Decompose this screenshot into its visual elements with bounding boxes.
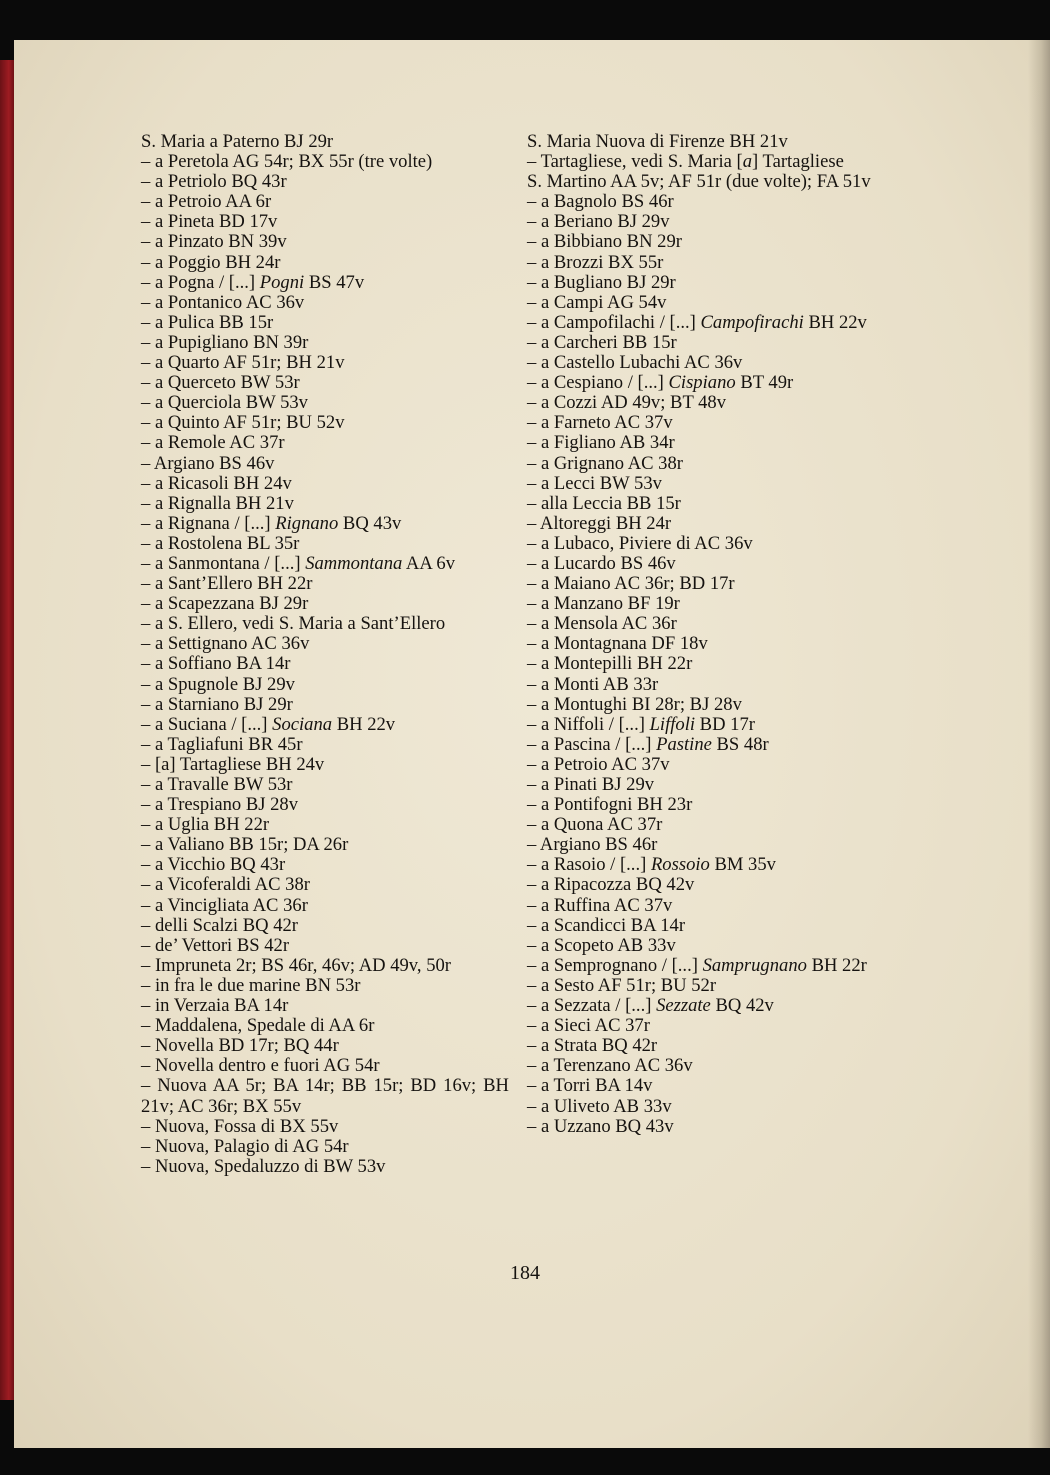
entry-text: – a Quinto AF 51r; BU 52v (141, 412, 345, 434)
index-entry (141, 333, 509, 353)
index-entry (141, 313, 509, 333)
index-entry (527, 1076, 895, 1096)
entry-text: – a Torri BA 14v (527, 1075, 653, 1097)
entry-text: – a Petroio AC 37v (527, 753, 670, 775)
entry-reference: ] Tartagliese (752, 151, 844, 173)
entry-text: – a Lubaco, Piviere di AC 36v (527, 532, 753, 554)
index-entry (141, 1076, 509, 1116)
entry-text: – a Montughi BI 28r; BJ 28v (527, 693, 742, 715)
entry-reference: BQ 43v (338, 512, 402, 534)
index-entry (141, 192, 509, 212)
entry-text: – a Pulica BB 15r (141, 311, 274, 333)
index-entry (527, 494, 895, 514)
entry-text: – a Vicoferaldi AC 38r (141, 874, 310, 896)
entry-text: – a Scapezzana BJ 29r (141, 593, 309, 615)
index-entry (527, 474, 895, 494)
entry-text: – a Spugnole BJ 29v (141, 673, 295, 695)
entry-text: – a Quona AC 37r (527, 814, 663, 836)
entry-text: – a Castello Lubachi AC 36v (527, 352, 743, 374)
entry-text: – a Brozzi BX 55r (527, 251, 664, 273)
entry-text: – a Scandicci BA 14r (527, 914, 686, 936)
entry-reference: BQ 42v (710, 995, 774, 1017)
entry-text: – a Campofilachi / [...] (527, 311, 701, 333)
entry-text: – a Sezzata / [...] (527, 995, 657, 1017)
entry-variant-form: Campofirachi (700, 311, 804, 333)
entry-reference: BD 17r (695, 713, 755, 735)
index-entry (141, 514, 509, 534)
index-entry (527, 855, 895, 875)
index-entry (527, 835, 895, 855)
index-entry (141, 474, 509, 494)
entry-reference: BH 22r (806, 954, 867, 976)
entry-text: – Maddalena, Spedale di AA 6r (141, 1015, 375, 1037)
entry-variant-form: Cispiano (668, 372, 736, 394)
page-number: 184 (510, 1262, 540, 1284)
index-entry (527, 433, 895, 453)
entry-variant-form: Rignano (275, 512, 339, 534)
index-entry (141, 293, 509, 313)
entry-text: – a Rignalla BH 21v (141, 492, 294, 514)
index-entry (527, 594, 895, 614)
index-entry (141, 253, 509, 273)
index-entry (527, 976, 895, 996)
index-entry (527, 1036, 895, 1056)
index-entry (527, 313, 895, 333)
index-entry (141, 534, 509, 554)
index-entry (141, 172, 509, 192)
entry-text: – a Terenzano AC 36v (527, 1055, 693, 1077)
entry-text: – a Ruffina AC 37v (527, 894, 673, 916)
entry-reference: BH 22v (803, 311, 867, 333)
entry-text: – a Quarto AF 51r; BH 21v (141, 352, 345, 374)
index-entry (527, 172, 895, 192)
entry-text: – a Beriano BJ 29v (527, 211, 670, 233)
index-entry (141, 1036, 509, 1056)
index-entry (141, 1137, 509, 1157)
index-entry (527, 735, 895, 755)
entry-text: – a Trespiano BJ 28v (141, 794, 299, 816)
entry-text: – a Bibbiano BN 29r (527, 231, 682, 253)
index-entry (527, 333, 895, 353)
entry-text: – a Pogna / [...] (141, 271, 260, 293)
entry-text: – a Figliano AB 34r (527, 432, 675, 454)
entry-text: – a Ricasoli BH 24v (141, 472, 292, 494)
index-entry (527, 956, 895, 976)
index-entry (141, 855, 509, 875)
entry-text: – a Monti AB 33r (527, 673, 659, 695)
index-entry (141, 232, 509, 252)
index-entry (141, 875, 509, 895)
entry-text: – a Sesto AF 51r; BU 52r (527, 974, 717, 996)
entry-text: – a Mensola AC 36r (527, 613, 677, 635)
entry-text: – a Rignana / [...] (141, 512, 276, 534)
entry-variant-form: Pastine (656, 733, 712, 755)
index-entry (141, 896, 509, 916)
index-entry (141, 1117, 509, 1137)
index-entry (141, 675, 509, 695)
index-entry (141, 695, 509, 715)
entry-text: – a Petroio AA 6r (141, 191, 272, 213)
entry-text: – a Remole AC 37r (141, 432, 285, 454)
index-entry (141, 353, 509, 373)
index-entry (527, 695, 895, 715)
entry-text: – a Pinati BJ 29v (527, 774, 655, 795)
entry-text: S. Maria Nuova di Firenze BH 21v (527, 131, 788, 152)
index-entry (527, 413, 895, 433)
index-entry (141, 574, 509, 594)
entry-reference: BS 47v (304, 271, 365, 293)
index-entry (527, 534, 895, 554)
entry-text: – in Verzaia BA 14r (141, 995, 289, 1017)
index-entry (527, 152, 895, 172)
index-entry (141, 775, 509, 795)
index-entry (527, 253, 895, 273)
entry-variant-form: Sociana (272, 713, 333, 735)
entry-text: – a Semprognano / [...] (527, 954, 703, 976)
entry-variant-form: Samprugnano (702, 954, 807, 976)
index-entry (527, 634, 895, 654)
index-entry (527, 936, 895, 956)
index-entry (141, 795, 509, 815)
entry-text: – Nuova, Fossa di BX 55v (141, 1115, 339, 1137)
entry-text: – a Pascina / [...] (527, 733, 657, 755)
index-entry (527, 454, 895, 474)
entry-text: – a Sanmontana / [...] (141, 552, 306, 574)
entry-text: – a Vincigliata AC 36r (141, 894, 308, 916)
entry-text: – a Montepilli BH 22r (527, 653, 693, 675)
index-entry (527, 815, 895, 835)
index-entry (527, 675, 895, 695)
entry-text: – a Grignano AC 38r (527, 452, 683, 474)
entry-text: – a Campi AG 54v (527, 291, 667, 313)
index-entry (527, 896, 895, 916)
entry-text: – a Bugliano BJ 29r (527, 271, 676, 293)
index-entry (527, 554, 895, 574)
entry-text: – a Starniano BJ 29r (141, 693, 293, 715)
index-entry (141, 152, 509, 172)
index-entry (141, 755, 509, 775)
entry-text: – a Pinzato BN 39v (141, 231, 287, 253)
entry-text: – Impruneta 2r; BS 46r, 46v; AD 49v, 50r (141, 954, 451, 976)
entry-text: – a Cozzi AD 49v; BT 48v (527, 392, 727, 414)
index-entry (141, 594, 509, 614)
entry-text: – [a] Tartagliese BH 24v (141, 753, 325, 775)
entry-text: – a Pontanico AC 36v (141, 291, 305, 313)
entry-text: – a Travalle BW 53r (141, 774, 293, 795)
entry-text: – a Bagnolo BS 46r (527, 191, 674, 213)
index-entry (527, 373, 895, 393)
entry-reference: BH 22v (332, 713, 396, 735)
entry-text: – a Scopeto AB 33v (527, 934, 676, 956)
entry-text: – Nuova, Spedaluzzo di BW 53v (141, 1155, 386, 1177)
entry-text: – a Uzzano BQ 43v (527, 1115, 674, 1137)
index-entry (141, 735, 509, 755)
index-entry (527, 353, 895, 373)
index-entry (141, 273, 509, 293)
entry-text: – a Settignano AC 36v (141, 633, 310, 655)
entry-text: – Novella BD 17r; BQ 44r (141, 1035, 339, 1057)
entry-text: – in fra le due marine BN 53r (141, 974, 361, 996)
entry-text: – a Niffoli / [...] (527, 713, 650, 735)
entry-text: – a Querceto BW 53r (141, 372, 300, 394)
entry-text: – Argiano BS 46r (527, 834, 658, 856)
index-entry (527, 715, 895, 735)
index-entry (141, 454, 509, 474)
entry-text: – a Maiano AC 36r; BD 17r (527, 573, 735, 595)
entry-text: – a Farneto AC 37v (527, 412, 673, 434)
index-entry (141, 715, 509, 735)
entry-text: – a Valiano BB 15r; DA 26r (141, 834, 349, 856)
index-entry (527, 875, 895, 895)
index-entry (141, 494, 509, 514)
entry-text: – a Suciana / [...] (141, 713, 273, 735)
index-entry (527, 514, 895, 534)
index-entry (141, 433, 509, 453)
index-entry (527, 212, 895, 232)
entry-text: – Altoreggi BH 24r (527, 512, 672, 534)
index-entry (527, 996, 895, 1016)
entry-text: – a Pupigliano BN 39r (141, 331, 309, 353)
index-entry (141, 654, 509, 674)
entry-text: – a Manzano BF 19r (527, 593, 680, 615)
entry-text: – Novella dentro e fuori AG 54r (141, 1055, 380, 1077)
entry-text: – a Lucardo BS 46v (527, 552, 676, 574)
entry-text: – Argiano BS 46v (141, 452, 275, 474)
entry-text: – a Petriolo BQ 43r (141, 171, 287, 193)
index-entry (141, 373, 509, 393)
index-entry (141, 916, 509, 936)
index-entry (141, 815, 509, 835)
entry-text: – Nuova, Palagio di AG 54r (141, 1135, 349, 1157)
entry-text: – Nuova AA 5r; BA 14r; BB 15r; BD 16v; BH 21v; AC 36r; BX 55v (141, 1075, 509, 1117)
entry-reference: BS 48r (711, 733, 769, 755)
index-entry (527, 775, 895, 795)
entry-text: – a Rostolena BL 35r (141, 532, 300, 554)
index-entry (141, 1056, 509, 1076)
entry-text: – a Soffiano BA 14r (141, 653, 291, 675)
entry-text: – a Ripacozza BQ 42v (527, 874, 695, 896)
entry-text: – a Lecci BW 53v (527, 472, 662, 494)
index-entry (527, 232, 895, 252)
entry-variant-form: a (742, 151, 753, 173)
entry-text: – a Peretola AG 54r; BX 55r (tre volte) (141, 151, 433, 173)
index-entry (527, 654, 895, 674)
index-entry (527, 293, 895, 313)
index-column-left (141, 132, 509, 1177)
entry-variant-form: Rossoio (650, 854, 710, 876)
index-entry (141, 393, 509, 413)
entry-reference: BM 35v (709, 854, 776, 876)
entry-text: – a Querciola BW 53v (141, 392, 308, 414)
index-entry (141, 936, 509, 956)
index-entry (527, 755, 895, 775)
entry-text: – a Pineta BD 17v (141, 211, 278, 233)
index-column-right (527, 132, 895, 1137)
entry-text: – a Pontifogni BH 23r (527, 794, 693, 816)
entry-text: – a Rasoio / [...] (527, 854, 651, 876)
entry-variant-form: Liffoli (649, 713, 696, 735)
index-entry (527, 614, 895, 634)
entry-text: – alla Leccia BB 15r (527, 492, 681, 514)
index-entry (527, 1056, 895, 1076)
index-entry (141, 614, 509, 634)
index-entry (527, 1097, 895, 1117)
entry-text: – a Montagnana DF 18v (527, 633, 708, 655)
index-entry (141, 835, 509, 855)
index-entry (141, 634, 509, 654)
entry-text: – delli Scalzi BQ 42r (141, 914, 298, 936)
index-entry (141, 413, 509, 433)
entry-text: – a Uglia BH 22r (141, 814, 270, 836)
index-entry (527, 393, 895, 413)
entry-reference: AA 6v (402, 552, 456, 574)
entry-text: – a Poggio BH 24r (141, 251, 281, 273)
index-entry (141, 132, 509, 152)
index-entry (527, 192, 895, 212)
index-entry (527, 916, 895, 936)
entry-text: – a Uliveto AB 33v (527, 1095, 672, 1117)
index-entry (141, 1157, 509, 1177)
entry-text: – a Tagliafuni BR 45r (141, 733, 303, 755)
entry-variant-form: Sezzate (656, 995, 711, 1017)
entry-text: – a S. Ellero, vedi S. Maria a Sant’Ellero (141, 613, 446, 635)
entry-text: – Tartagliese, vedi S. Maria [ (527, 151, 743, 173)
index-entry (527, 1117, 895, 1137)
index-entry (527, 1016, 895, 1036)
index-entry (141, 956, 509, 976)
index-entry (527, 574, 895, 594)
entry-text: S. Maria a Paterno BJ 29r (141, 131, 334, 152)
index-entry (527, 273, 895, 293)
entry-reference: BT 49r (735, 372, 794, 394)
entry-text: – a Sieci AC 37r (527, 1015, 650, 1037)
index-entry (527, 795, 895, 815)
index-entry (527, 132, 895, 152)
entry-text: – a Vicchio BQ 43r (141, 854, 286, 876)
index-entry (141, 976, 509, 996)
entry-text: S. Martino AA 5v; AF 51r (due volte); FA 51v (527, 171, 871, 193)
entry-variant-form: Sammontana (305, 552, 403, 574)
entry-text: – a Strata BQ 42r (527, 1035, 658, 1057)
index-entry (141, 996, 509, 1016)
index-entry (141, 212, 509, 232)
entry-text: – a Cespiano / [...] (527, 372, 669, 394)
page-gutter-shadow (1028, 40, 1050, 1448)
entry-text: – a Carcheri BB 15r (527, 331, 677, 353)
entry-variant-form: Pogni (259, 271, 305, 293)
index-entry (141, 1016, 509, 1036)
entry-text: – de’ Vettori BS 42r (141, 934, 290, 956)
index-entry (141, 554, 509, 574)
entry-text: – a Sant’Ellero BH 22r (141, 573, 313, 595)
